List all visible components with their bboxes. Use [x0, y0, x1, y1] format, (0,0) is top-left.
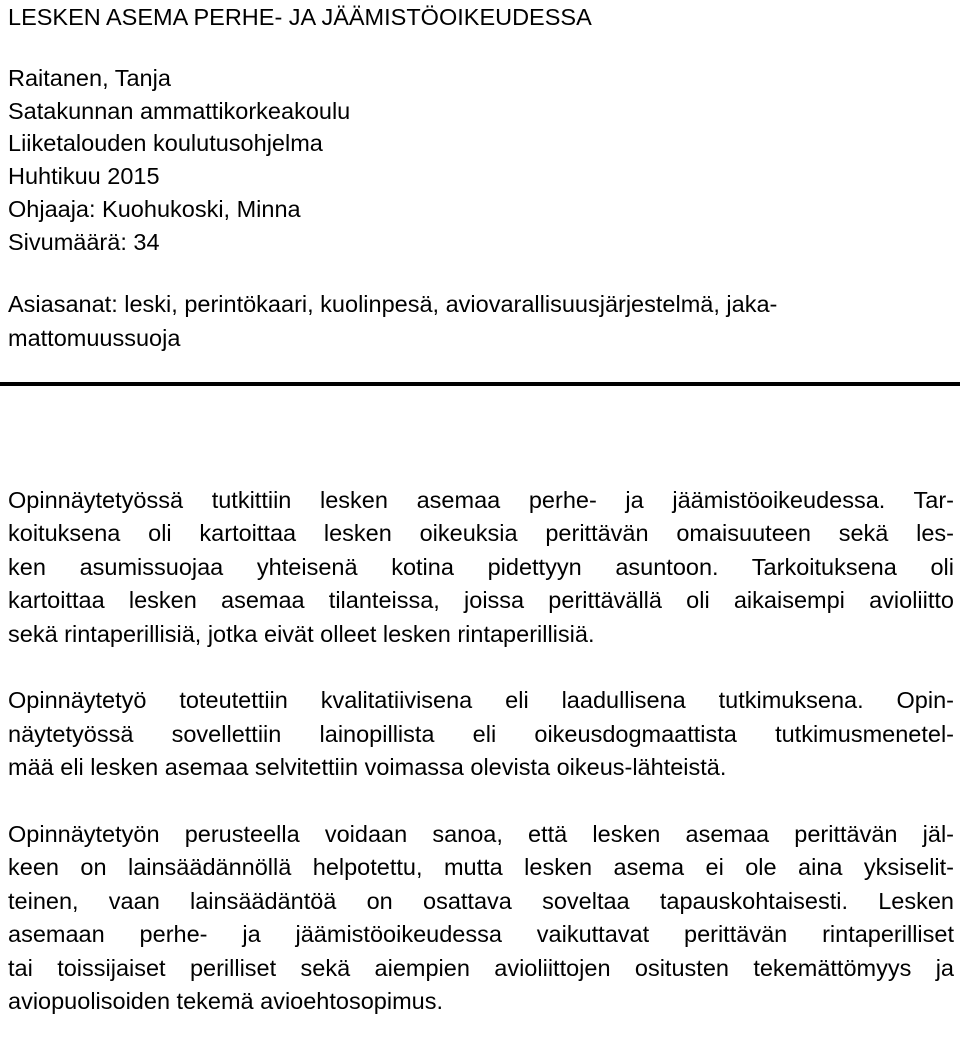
abstract-body — [8, 484, 954, 1052]
abstract-paragraph-2 — [8, 684, 954, 784]
text-line: kartoittaa lesken asemaa tilanteissa, joissa perittävällä oli aikaisempi avioliitto — [8, 587, 954, 614]
horizontal-divider — [0, 382, 960, 386]
text-line: keen on lainsäädännöllä helpotettu, mutta lesken asema ei ole aina yksiselit- — [8, 854, 954, 881]
page-count-line: Sivumäärä: 34 — [8, 228, 160, 255]
document-title: LESKEN ASEMA PERHE- JA JÄÄMISTÖOIKEUDESSA — [8, 4, 592, 30]
text-line: mää eli lesken asemaa selvitettiin voimassa olevista oikeus-lähteistä. — [8, 754, 727, 781]
text-line: Opinnäytetyö toteutettiin kvalitatiivisena eli laadullisena tutkimuksena. Opin- — [8, 687, 954, 714]
text-line: aviopuolisoiden tekemä avioehtosopimus. — [8, 988, 444, 1015]
text-line: asemaan perhe- ja jäämistöoikeudessa vaikuttavat perittävän rintaperilliset — [8, 921, 954, 948]
text-line: näytetyössä sovellettiin lainopillista eli oikeusdogmaattista tutkimusmenetel- — [8, 720, 954, 747]
keywords-block — [8, 287, 948, 355]
abstract-paragraph-1 — [8, 484, 954, 651]
degree-programme-line: Liiketalouden koulutusohjelma — [8, 130, 323, 157]
text-line: koituksena oli kartoittaa lesken oikeuksia perittävän omaisuuteen sekä les- — [8, 520, 954, 547]
institution-line: Satakunnan ammattikorkeakoulu — [8, 97, 351, 124]
abstract-paragraph-3 — [8, 818, 954, 1018]
keywords-line: mattomuussuoja — [8, 325, 181, 351]
text-line: Opinnäytetyön perusteella voidaan sanoa, että lesken asemaa perittävän jäl- — [8, 821, 954, 848]
text-line: ken asumissuojaa yhteisenä kotina pidettyyn asuntoon. Tarkoituksena oli — [8, 553, 954, 580]
text-line: tai toissijaiset perilliset sekä aiempien avioliittojen ositusten tekemättömyys ja — [8, 954, 954, 981]
document-metadata — [8, 62, 350, 258]
keywords-line: Asiasanat: leski, perintökaari, kuolinpesä, aviovarallisuusjärjestelmä, jaka- — [8, 291, 778, 317]
date-line: Huhtikuu 2015 — [8, 163, 160, 190]
text-line: sekä rintaperillisiä, jotka eivät olleet lesken rintaperillisiä. — [8, 620, 595, 647]
text-line: Opinnäytetyössä tutkittiin lesken asemaa perhe- ja jäämistöoikeudessa. Tar- — [8, 487, 954, 513]
supervisor-line: Ohjaaja: Kuohukoski, Minna — [8, 195, 301, 222]
text-line: teinen, vaan lainsäädäntöä on osattava soveltaa tapauskohtaisesti. Lesken — [8, 887, 954, 914]
author-line: Raitanen, Tanja — [8, 65, 171, 91]
